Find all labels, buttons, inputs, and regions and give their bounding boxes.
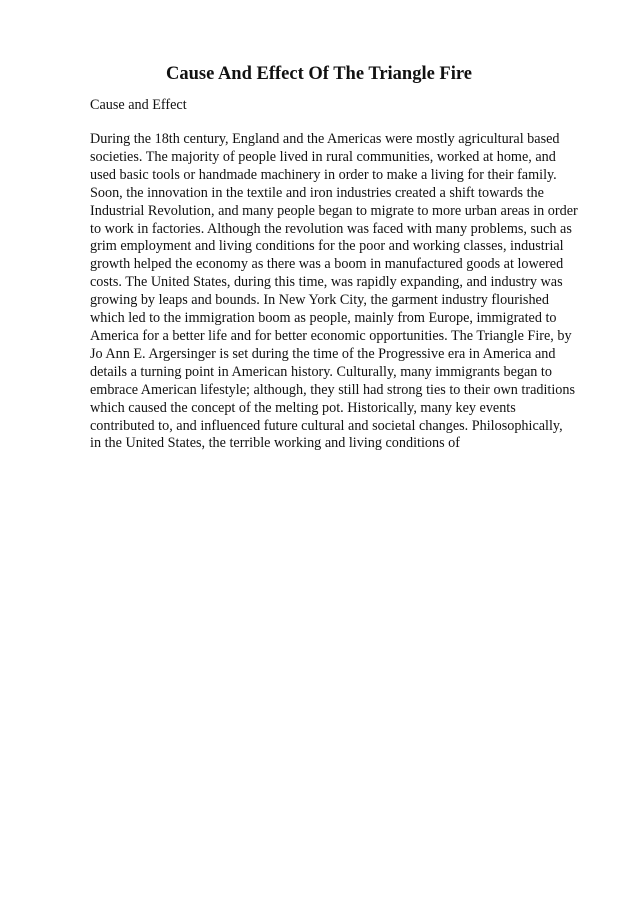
body-line: Industrial Revolution, and many people began to migrate to more urban areas in order <box>90 202 578 219</box>
body-line: Soon, the innovation in the textile and iron industries created a shift towards the <box>90 184 544 201</box>
body-line: in the United States, the terrible working and living conditions of <box>90 435 460 452</box>
body-line: details a turning point in American history. Culturally, many immigrants began to <box>90 363 552 380</box>
body-line: to work in factories. Although the revolution was faced with many problems, such as <box>90 220 572 237</box>
body-line: used basic tools or handmade machinery in order to make a living for their family. <box>90 166 557 183</box>
body-line: which caused the concept of the melting pot. Historically, many key events <box>90 399 516 416</box>
body-line: societies. The majority of people lived in rural communities, worked at home, and <box>90 148 556 165</box>
body-line: which led to the immigration boom as people, mainly from Europe, immigrated to <box>90 310 557 327</box>
body-paragraph <box>90 131 600 453</box>
body-line: costs. The United States, during this time, was rapidly expanding, and industry was <box>90 274 563 291</box>
document-title: Cause And Effect Of The Triangle Fire <box>166 64 472 84</box>
body-line: grim employment and living conditions for the poor and working classes, industrial <box>90 238 564 255</box>
body-line: growing by leaps and bounds. In New York City, the garment industry flourished <box>90 292 549 309</box>
section-heading: Cause and Effect <box>90 97 187 113</box>
body-line: During the 18th century, England and the Americas were mostly agricultural based <box>90 131 560 147</box>
body-line: growth helped the economy as there was a boom in manufactured goods at lowered <box>90 256 564 273</box>
body-line: contributed to, and influenced future cultural and societal changes. Philosophically, <box>90 417 563 434</box>
body-line: embrace American lifestyle; although, they still had strong ties to their own traditions <box>90 381 576 398</box>
body-line: America for a better life and for better economic opportunities. The Triangle Fire, by <box>90 327 572 344</box>
body-line: Jo Ann E. Argersinger is set during the time of the Progressive era in America and <box>90 345 556 362</box>
